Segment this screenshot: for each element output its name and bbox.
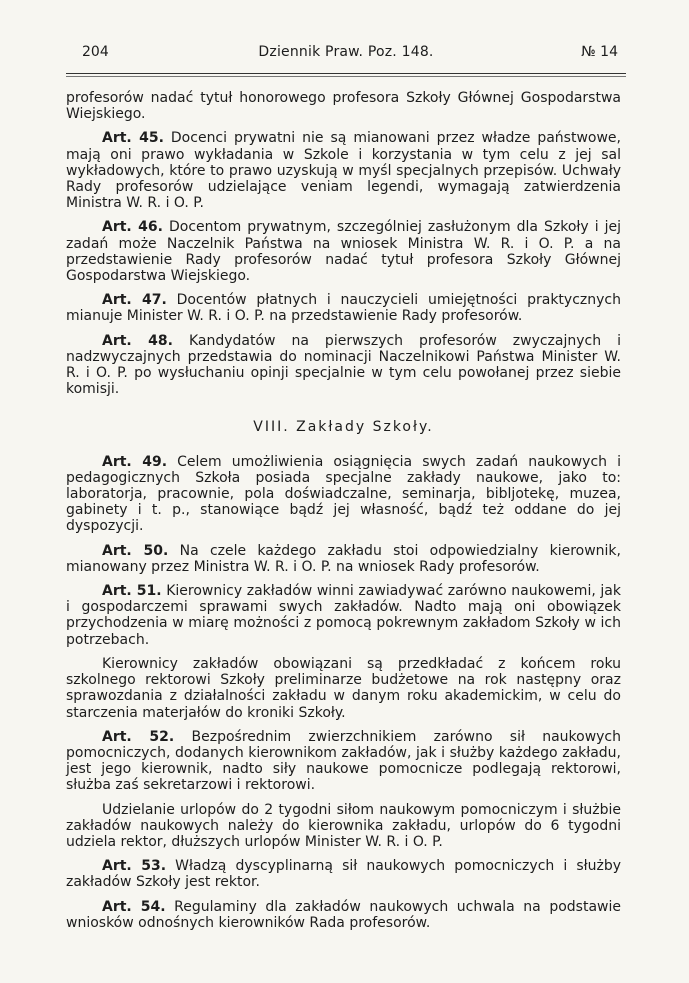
paragraph-text: Docentom prywatnym, szczególniej zasłużonym dla Szkoły i jej zadań może Naczelnik Państwa na wniosek Ministra W. R. i O. P. a na przedstawienie Rady profesorów nadać tytuł profesora Szkoły Głównej Gospodarstwa Wiejskiego.	[66, 219, 621, 285]
paragraph-art47	[66, 292, 621, 324]
issue-number: № 14	[581, 44, 618, 60]
article-label: Art. 48.	[102, 332, 173, 349]
paragraph-text: Docenci prywatni nie są mianowani przez władze państwowe, mają oni prawo wykładania w Szkole i korzystania w tym celu z jej sal wykładowych, które to prawo uzyskują w myśl specjalnych przepisów. Uchwały Rady profesorów udzielające veniam legendi, wymagają zatwierdzenia Ministra W. R. i O. P.	[66, 130, 621, 212]
paragraph-text: profesorów nadać tytuł honorowego profesora Szkoły Głównej Gospodarstwa Wiejskiego.	[66, 90, 621, 123]
paragraph-art52-cont	[66, 802, 621, 851]
paragraph-art51	[66, 583, 621, 648]
page-number: 204	[82, 44, 109, 60]
article-label: Art. 54.	[102, 898, 166, 915]
paragraph-text: Kierownicy zakładów obowiązani są przedkładać z końcem roku szkolnego rektorowi Szkoły preliminarze budżetowe na rok następny oraz sprawozdania z działalności zakładu w danym roku akademickim, w celu do starczenia materjałów do kroniki Szkoły.	[66, 655, 621, 721]
paragraph-art51-cont	[66, 656, 621, 721]
header-rule	[66, 73, 626, 74]
paragraph-text: Celem umożliwienia osiągnięcia swych zadań naukowych i pedagogicznych Szkoła posiada specjalne zakłady naukowe, jako to: laboratorja, pracownie, pola doświadczalne, seminarja, bibljotekę, muzea, gabinety i t. p., stanowiące bądź jej własność, bądź też oddane do jej dyspozycji.	[66, 453, 621, 535]
page-body	[66, 90, 621, 939]
paragraph-text: Regulaminy dla zakładów naukowych uchwala na podstawie wniosków odnośnych kierowników Rada profesorów.	[66, 898, 621, 931]
paragraph-text: Kandydatów na pierwszych profesorów zwyczajnych i nadzwyczajnych przedstawia do nominacji Naczelnikowi Państwa Minister W. R. i O. P. po wysłuchaniu opinji specjalnie w tym celu powołanej przez siebie komisji.	[66, 332, 621, 398]
paragraph-art49	[66, 454, 621, 535]
article-label: Art. 46.	[102, 219, 163, 236]
paragraph-text: Władzą dyscyplinarną sił naukowych pomocniczych i służby zakładów Szkoły jest rektor.	[66, 858, 621, 891]
paragraph-art45	[66, 130, 621, 211]
article-label: Art. 45.	[102, 130, 164, 147]
paragraph-0	[66, 90, 621, 122]
page-header	[66, 40, 626, 64]
paragraph-art54	[66, 899, 621, 931]
section-title: VIII. Zakłady Szkoły.	[253, 419, 434, 436]
journal-title: Dziennik Praw. Poz. 148.	[258, 44, 434, 60]
article-label: Art. 47.	[102, 292, 167, 309]
paragraph-art48	[66, 333, 621, 398]
paragraph-text: Kierownicy zakładów winni zawiadywać zarówno naukowemi, jak i gospodarczemi sprawami swych zakładów. Nadto mają oni obowiązek przychodzenia w miarę możności z pomocą pokrewnym zakładom Szkoły w ich potrzebach.	[66, 583, 621, 648]
paragraph-text: Na czele każdego zakładu stoi odpowiedzialny kierownik, mianowany przez Ministra W. R. i O. P. na wniosek Rady profesorów.	[66, 542, 621, 575]
paragraph-text: Bezpośrednim zwierzchnikiem zarówno sił naukowych pomocniczych, dodanych kierownikom zakładów, jak i służby każdego zakładu, jest jego kierownik, nadto siły naukowe pomocnicze podlegają rektorowi, służba zaś sekretarzowi i rektorowi.	[66, 728, 622, 794]
article-label: Art. 53.	[102, 858, 167, 875]
paragraph-art53	[66, 858, 621, 890]
paragraph-text: Udzielanie urlopów do 2 tygodni siłom naukowym pomocniczym i służbie zakładów naukowych należy do kierownika zakładu, urlopów do 6 tygodni udziela rektor, dłuższych urlopów Minister W. R. i O. P.	[66, 801, 621, 850]
paragraph-art52	[66, 729, 621, 794]
article-label: Art. 52.	[102, 728, 175, 745]
paragraph-art46	[66, 219, 621, 284]
article-label: Art. 50.	[102, 542, 169, 559]
header-rule-thin	[66, 76, 626, 77]
paragraph-art50	[66, 543, 621, 575]
article-label: Art. 51.	[102, 583, 162, 600]
article-label: Art. 49.	[102, 453, 168, 470]
paragraph-text: Docentów płatnych i nauczycieli umiejętności praktycznych mianuje Minister W. R. i O. P. na przedstawienie Rady profesorów.	[66, 292, 621, 325]
